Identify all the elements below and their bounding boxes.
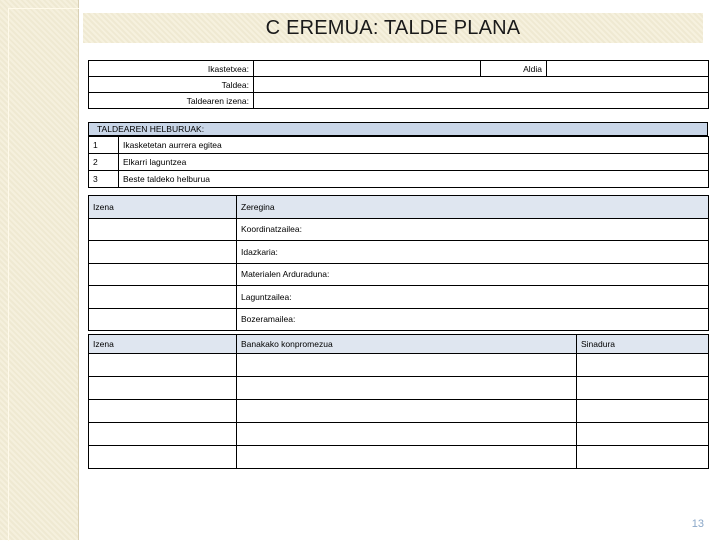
role-label: Idazkaria: bbox=[237, 241, 709, 264]
level-field[interactable] bbox=[547, 61, 709, 77]
page-number: 13 bbox=[691, 518, 704, 530]
role-row bbox=[89, 308, 709, 331]
commitment-row bbox=[89, 400, 709, 423]
commitment-sign-field[interactable] bbox=[577, 354, 709, 377]
group-name-label: Taldearen izena: bbox=[89, 93, 254, 109]
roles-role-header: Zeregina bbox=[237, 196, 709, 219]
commitment-row bbox=[89, 446, 709, 469]
role-row bbox=[89, 241, 709, 264]
info-row-school bbox=[89, 61, 709, 77]
commitment-name-field[interactable] bbox=[89, 377, 237, 400]
commitment-row bbox=[89, 377, 709, 400]
goal-text: Ikasketetan aurrera egitea bbox=[119, 137, 709, 154]
level-label: Aldia bbox=[481, 61, 547, 77]
role-label: Laguntzailea: bbox=[237, 286, 709, 309]
info-row-group-name bbox=[89, 93, 709, 109]
goal-number: 2 bbox=[89, 154, 119, 171]
roles-name-header: Izena bbox=[89, 196, 237, 219]
commitment-sign-field[interactable] bbox=[577, 423, 709, 446]
commitment-text-field[interactable] bbox=[237, 446, 577, 469]
group-name-field[interactable] bbox=[254, 93, 709, 109]
role-row bbox=[89, 286, 709, 309]
goal-number: 3 bbox=[89, 171, 119, 188]
role-row bbox=[89, 218, 709, 241]
info-row-group bbox=[89, 77, 709, 93]
role-row bbox=[89, 263, 709, 286]
title-bar bbox=[83, 13, 703, 43]
school-label: Ikastetxea: bbox=[89, 61, 254, 77]
role-label: Materialen Arduraduna: bbox=[237, 263, 709, 286]
goal-text: Beste taldeko helburua bbox=[119, 171, 709, 188]
commitment-header-row bbox=[89, 335, 709, 354]
commitment-text-field[interactable] bbox=[237, 354, 577, 377]
role-label: Bozeramailea: bbox=[237, 308, 709, 331]
commitment-text-field[interactable] bbox=[237, 400, 577, 423]
page-title: C EREMUA: TALDE PLANA bbox=[265, 16, 521, 39]
role-name-field[interactable] bbox=[89, 286, 237, 309]
commitment-sign-field[interactable] bbox=[577, 400, 709, 423]
commitment-sign-field[interactable] bbox=[577, 377, 709, 400]
role-label: Koordinatzailea: bbox=[237, 218, 709, 241]
commitment-sign-field[interactable] bbox=[577, 446, 709, 469]
goal-row bbox=[89, 137, 709, 154]
commitment-name-field[interactable] bbox=[89, 446, 237, 469]
commitment-text-field[interactable] bbox=[237, 423, 577, 446]
goals-table bbox=[88, 136, 709, 188]
commitment-name-field[interactable] bbox=[89, 400, 237, 423]
commitment-text-field[interactable] bbox=[237, 377, 577, 400]
commitment-row bbox=[89, 423, 709, 446]
role-name-field[interactable] bbox=[89, 308, 237, 331]
goal-row bbox=[89, 154, 709, 171]
school-field[interactable] bbox=[254, 61, 481, 77]
role-name-field[interactable] bbox=[89, 218, 237, 241]
role-name-field[interactable] bbox=[89, 263, 237, 286]
goal-number: 1 bbox=[89, 137, 119, 154]
commitment-text-header: Banakako konpromezua bbox=[237, 335, 577, 354]
commitment-sign-header: Sinadura bbox=[577, 335, 709, 354]
commitment-name-field[interactable] bbox=[89, 354, 237, 377]
roles-header-row bbox=[89, 196, 709, 219]
role-name-field[interactable] bbox=[89, 241, 237, 264]
goal-row bbox=[89, 171, 709, 188]
goals-header: TALDEAREN HELBURUAK: bbox=[88, 122, 708, 136]
group-field[interactable] bbox=[254, 77, 709, 93]
goal-text: Elkarri laguntzea bbox=[119, 154, 709, 171]
commitment-table bbox=[88, 334, 709, 469]
roles-table bbox=[88, 195, 709, 331]
commitment-row bbox=[89, 354, 709, 377]
commitment-name-header: Izena bbox=[89, 335, 237, 354]
group-label: Taldea: bbox=[89, 77, 254, 93]
decorative-left-band bbox=[0, 0, 79, 540]
decorative-left-band-inner bbox=[8, 8, 79, 541]
info-table bbox=[88, 60, 709, 109]
commitment-name-field[interactable] bbox=[89, 423, 237, 446]
